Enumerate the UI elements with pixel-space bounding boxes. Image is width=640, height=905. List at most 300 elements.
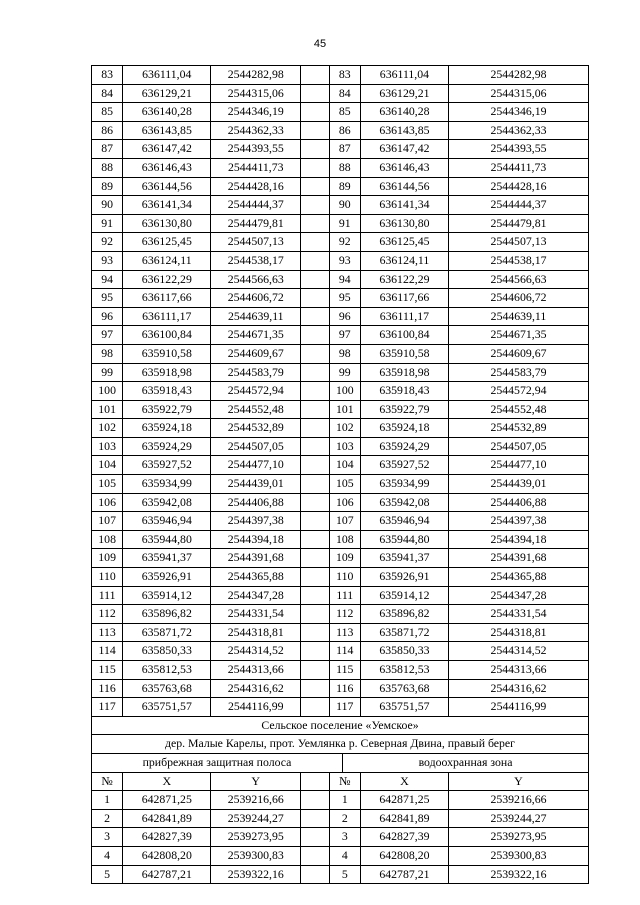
- column-separator: [301, 773, 329, 791]
- x-coordinate-left: 636146,43: [123, 159, 211, 177]
- x-coordinate-right: 635918,43: [361, 382, 449, 400]
- x-coordinate-right: 636100,84: [361, 326, 449, 344]
- point-number-left: 107: [92, 512, 123, 530]
- table-row: [92, 680, 588, 699]
- x-coordinate-left: 635896,82: [123, 605, 211, 623]
- point-number-left: 4: [92, 847, 123, 865]
- y-coordinate-left: 2544538,17: [211, 252, 301, 270]
- x-coordinate-left: 635871,72: [123, 624, 211, 642]
- table-row: [92, 66, 588, 85]
- point-number-right: 110: [330, 568, 361, 586]
- y-coordinate-right: 2544316,62: [490, 680, 547, 695]
- x-coordinate-left: 635850,33: [123, 642, 211, 660]
- column-separator: [301, 698, 329, 716]
- y-coordinate-left: 2544609,67: [211, 345, 301, 363]
- column-header-num-right: №: [330, 773, 361, 791]
- point-number-left: 96: [92, 308, 123, 326]
- y-coordinate-right: 2539322,16: [490, 866, 547, 881]
- column-separator: [301, 810, 329, 828]
- x-coordinate-right: 635763,68: [361, 680, 449, 698]
- y-coordinate-left: 2544397,38: [211, 512, 301, 530]
- section-title: Сельское поселение «Уемское»: [261, 717, 419, 732]
- column-separator: [301, 308, 329, 326]
- point-number-left: 88: [92, 159, 123, 177]
- x-coordinate-left: 635918,43: [123, 382, 211, 400]
- point-number-left: 111: [92, 587, 123, 605]
- x-coordinate-right: 636144,56: [361, 178, 449, 196]
- column-separator: [301, 178, 329, 196]
- column-separator: [301, 438, 329, 456]
- table-row: [92, 382, 588, 401]
- point-number-right: 116: [330, 680, 361, 698]
- table-row: [92, 828, 588, 847]
- x-coordinate-right: 636143,85: [361, 122, 449, 140]
- x-coordinate-left: 636111,17: [123, 308, 211, 326]
- x-coordinate-right: 635922,79: [361, 401, 449, 419]
- table-row: [92, 810, 588, 829]
- table-row: [92, 326, 588, 345]
- y-coordinate-left: 2539273,95: [211, 828, 301, 846]
- right-zone-title: водоохранная зона: [418, 754, 513, 769]
- column-separator: [301, 866, 329, 884]
- x-coordinate-right: 635751,57: [361, 698, 449, 716]
- point-number-left: 97: [92, 326, 123, 344]
- y-coordinate-left: 2544639,11: [211, 308, 301, 326]
- y-coordinate-left: 2544393,55: [211, 140, 301, 158]
- x-coordinate-right: 636130,80: [361, 215, 449, 233]
- x-coordinate-left: 635924,18: [123, 419, 211, 437]
- page-number: 45: [313, 38, 327, 50]
- y-coordinate-right: 2544331,54: [490, 606, 547, 621]
- x-coordinate-left: 635751,57: [123, 698, 211, 716]
- y-coordinate-right: 2544428,16: [490, 178, 547, 193]
- point-number-right: 108: [330, 531, 361, 549]
- y-coordinate-right: 2544314,52: [490, 643, 547, 658]
- x-coordinate-left: 642787,21: [123, 866, 211, 884]
- point-number-right: 92: [330, 233, 361, 251]
- point-number-left: 113: [92, 624, 123, 642]
- table-row: [92, 178, 588, 197]
- y-coordinate-left: 2544671,35: [211, 326, 301, 344]
- column-separator: [301, 419, 329, 437]
- table-row: [92, 512, 588, 531]
- y-coordinate-right: 2544411,73: [490, 159, 547, 174]
- column-separator: [301, 196, 329, 214]
- x-coordinate-right: 635941,37: [361, 549, 449, 567]
- y-coordinate-left: 2544477,10: [211, 456, 301, 474]
- table-row: [92, 605, 588, 624]
- column-header-y-left: Y: [211, 773, 301, 791]
- column-separator: [301, 531, 329, 549]
- x-coordinate-right: 636111,04: [361, 66, 449, 84]
- y-coordinate-right: 2544444,37: [490, 197, 547, 212]
- table-row: [92, 568, 588, 587]
- table-row: [92, 140, 588, 159]
- y-coordinate-left: 2544606,72: [211, 289, 301, 307]
- y-coordinate-left: 2544391,68: [211, 549, 301, 567]
- table-row: [92, 233, 588, 252]
- point-number-right: 88: [330, 159, 361, 177]
- point-number-left: 115: [92, 661, 123, 679]
- table-row: [92, 401, 588, 420]
- y-coordinate-right: 2544394,18: [490, 531, 547, 546]
- point-number-right: 112: [330, 605, 361, 623]
- x-coordinate-right: 635850,33: [361, 642, 449, 660]
- x-coordinate-right: 642841,89: [361, 810, 449, 828]
- y-coordinate-left: 2539300,83: [211, 847, 301, 865]
- y-coordinate-left: 2544411,73: [211, 159, 301, 177]
- point-number-left: 110: [92, 568, 123, 586]
- x-coordinate-left: 636100,84: [123, 326, 211, 344]
- x-coordinate-right: 636146,43: [361, 159, 449, 177]
- y-coordinate-right: 2544477,10: [490, 457, 547, 472]
- point-number-left: 100: [92, 382, 123, 400]
- table-row: [92, 494, 588, 513]
- table-row: [92, 624, 588, 643]
- x-coordinate-right: 636147,42: [361, 140, 449, 158]
- point-number-right: 93: [330, 252, 361, 270]
- point-number-left: 104: [92, 456, 123, 474]
- point-number-left: 3: [92, 828, 123, 846]
- y-coordinate-left: 2544566,63: [211, 271, 301, 289]
- y-coordinate-right: 2544406,88: [490, 494, 547, 509]
- table-row: [92, 103, 588, 122]
- x-coordinate-left: 635941,37: [123, 549, 211, 567]
- y-coordinate-right: 2539300,83: [490, 847, 547, 862]
- table-row: [92, 252, 588, 271]
- column-separator: [301, 289, 329, 307]
- table-row: [92, 456, 588, 475]
- x-coordinate-right: 636124,11: [361, 252, 449, 270]
- x-coordinate-left: 635942,08: [123, 494, 211, 512]
- y-coordinate-left: 2539322,16: [211, 866, 301, 884]
- point-number-left: 84: [92, 85, 123, 103]
- point-number-right: 111: [330, 587, 361, 605]
- column-separator: [301, 568, 329, 586]
- y-coordinate-right: 2544347,28: [490, 587, 547, 602]
- x-coordinate-left: 636122,29: [123, 271, 211, 289]
- x-coordinate-right: 635914,12: [361, 587, 449, 605]
- y-coordinate-left: 2544572,94: [211, 382, 301, 400]
- x-coordinate-left: 635922,79: [123, 401, 211, 419]
- table-row: [92, 159, 588, 178]
- x-coordinate-right: 635946,94: [361, 512, 449, 530]
- x-coordinate-left: 636140,28: [123, 103, 211, 121]
- point-number-right: 89: [330, 178, 361, 196]
- y-coordinate-left: 2544428,16: [211, 178, 301, 196]
- point-number-left: 90: [92, 196, 123, 214]
- x-coordinate-left: 635927,52: [123, 456, 211, 474]
- point-number-left: 87: [92, 140, 123, 158]
- y-coordinate-right: 2544639,11: [490, 308, 547, 323]
- table-row: [92, 847, 588, 866]
- x-coordinate-right: 635918,98: [361, 364, 449, 382]
- left-zone-title: прибрежная защитная полоса: [92, 754, 343, 772]
- x-coordinate-left: 636125,45: [123, 233, 211, 251]
- column-separator: [301, 456, 329, 474]
- x-coordinate-left: 635946,94: [123, 512, 211, 530]
- x-coordinate-right: 635942,08: [361, 494, 449, 512]
- y-coordinate-left: 2544479,81: [211, 215, 301, 233]
- y-coordinate-left: 2544406,88: [211, 494, 301, 512]
- table-row: [92, 196, 588, 215]
- y-coordinate-left: 2544362,33: [211, 122, 301, 140]
- point-number-left: 117: [92, 698, 123, 716]
- table-row: [92, 122, 588, 141]
- x-coordinate-right: 636111,17: [361, 308, 449, 326]
- point-number-right: 4: [330, 847, 361, 865]
- y-coordinate-right: 2544393,55: [490, 141, 547, 156]
- x-coordinate-right: 636117,66: [361, 289, 449, 307]
- column-separator: [301, 345, 329, 363]
- y-coordinate-right: 2544507,05: [490, 438, 547, 453]
- column-separator: [301, 233, 329, 251]
- point-number-right: 109: [330, 549, 361, 567]
- x-coordinate-right: 635812,53: [361, 661, 449, 679]
- y-coordinate-left: 2544532,89: [211, 419, 301, 437]
- column-separator: [301, 103, 329, 121]
- column-separator: [301, 326, 329, 344]
- x-coordinate-right: 635926,91: [361, 568, 449, 586]
- table-row: [92, 475, 588, 494]
- y-coordinate-right: 2544538,17: [490, 252, 547, 267]
- y-coordinate-right: 2544391,68: [490, 550, 547, 565]
- x-coordinate-right: 635924,18: [361, 419, 449, 437]
- point-number-right: 107: [330, 512, 361, 530]
- x-coordinate-left: 635944,80: [123, 531, 211, 549]
- x-coordinate-right: 642787,21: [361, 866, 449, 884]
- point-number-right: 99: [330, 364, 361, 382]
- point-number-right: 98: [330, 345, 361, 363]
- column-separator: [301, 605, 329, 623]
- column-separator: [301, 401, 329, 419]
- table-row: [92, 419, 588, 438]
- section-title-row: [92, 717, 588, 736]
- column-separator: [301, 847, 329, 865]
- x-coordinate-left: 635914,12: [123, 587, 211, 605]
- table-row: [92, 549, 588, 568]
- x-coordinate-right: 636125,45: [361, 233, 449, 251]
- x-coordinate-left: 642827,39: [123, 828, 211, 846]
- y-coordinate-left: 2544316,62: [211, 680, 301, 698]
- table-row: [92, 215, 588, 234]
- column-separator: [301, 791, 329, 809]
- y-coordinate-right: 2544609,67: [490, 345, 547, 360]
- x-coordinate-right: 635896,82: [361, 605, 449, 623]
- column-header-x-left: X: [123, 773, 211, 791]
- point-number-left: 106: [92, 494, 123, 512]
- point-number-left: 98: [92, 345, 123, 363]
- y-coordinate-left: 2544318,81: [211, 624, 301, 642]
- x-coordinate-left: 642841,89: [123, 810, 211, 828]
- table-row: [92, 642, 588, 661]
- point-number-left: 105: [92, 475, 123, 493]
- y-coordinate-left: 2544394,18: [211, 531, 301, 549]
- column-header-y-right: Y: [514, 773, 523, 788]
- x-coordinate-right: 635944,80: [361, 531, 449, 549]
- x-coordinate-left: 635926,91: [123, 568, 211, 586]
- column-separator: [301, 680, 329, 698]
- point-number-right: 104: [330, 456, 361, 474]
- y-coordinate-right: 2544365,88: [490, 569, 547, 584]
- x-coordinate-left: 642808,20: [123, 847, 211, 865]
- y-coordinate-right: 2544572,94: [490, 383, 547, 398]
- point-number-left: 95: [92, 289, 123, 307]
- x-coordinate-right: 635934,99: [361, 475, 449, 493]
- point-number-right: 95: [330, 289, 361, 307]
- x-coordinate-right: 635924,29: [361, 438, 449, 456]
- point-number-right: 97: [330, 326, 361, 344]
- x-coordinate-right: 635927,52: [361, 456, 449, 474]
- point-number-left: 103: [92, 438, 123, 456]
- point-number-right: 94: [330, 271, 361, 289]
- column-header-row: [92, 773, 588, 792]
- point-number-left: 91: [92, 215, 123, 233]
- column-separator: [301, 252, 329, 270]
- column-separator: [301, 382, 329, 400]
- point-number-right: 91: [330, 215, 361, 233]
- x-coordinate-left: 635812,53: [123, 661, 211, 679]
- column-separator: [301, 642, 329, 660]
- column-separator: [301, 828, 329, 846]
- y-coordinate-right: 2544532,89: [490, 420, 547, 435]
- x-coordinate-right: 635871,72: [361, 624, 449, 642]
- point-number-left: 116: [92, 680, 123, 698]
- y-coordinate-right: 2544583,79: [490, 364, 547, 379]
- x-coordinate-right: 635910,58: [361, 345, 449, 363]
- y-coordinate-right: 2544507,13: [490, 234, 547, 249]
- y-coordinate-left: 2544439,01: [211, 475, 301, 493]
- x-coordinate-left: 636130,80: [123, 215, 211, 233]
- x-coordinate-right: 636140,28: [361, 103, 449, 121]
- y-coordinate-right: 2544318,81: [490, 624, 547, 639]
- point-number-left: 114: [92, 642, 123, 660]
- y-coordinate-left: 2544315,06: [211, 85, 301, 103]
- x-coordinate-left: 635934,99: [123, 475, 211, 493]
- x-coordinate-left: 636124,11: [123, 252, 211, 270]
- table-row: [92, 85, 588, 104]
- section-subtitle: дер. Малые Карелы, прот. Уемлянка р. Северная Двина, правый берег: [164, 736, 516, 751]
- x-coordinate-left: 636143,85: [123, 122, 211, 140]
- y-coordinate-left: 2544313,66: [211, 661, 301, 679]
- y-coordinate-left: 2544347,28: [211, 587, 301, 605]
- x-coordinate-left: 636117,66: [123, 289, 211, 307]
- table-row: [92, 271, 588, 290]
- column-separator: [301, 494, 329, 512]
- x-coordinate-left: 636141,34: [123, 196, 211, 214]
- y-coordinate-right: 2544116,99: [490, 699, 547, 714]
- column-separator: [301, 85, 329, 103]
- point-number-left: 99: [92, 364, 123, 382]
- x-coordinate-left: 635924,29: [123, 438, 211, 456]
- point-number-left: 2: [92, 810, 123, 828]
- y-coordinate-right: 2544439,01: [490, 476, 547, 491]
- column-header-x-right: X: [361, 773, 449, 791]
- point-number-right: 102: [330, 419, 361, 437]
- y-coordinate-right: 2539244,27: [490, 810, 547, 825]
- column-separator: [301, 661, 329, 679]
- y-coordinate-right: 2539273,95: [490, 829, 547, 844]
- y-coordinate-right: 2544479,81: [490, 215, 547, 230]
- y-coordinate-left: 2544507,05: [211, 438, 301, 456]
- y-coordinate-right: 2544552,48: [490, 401, 547, 416]
- column-separator: [301, 122, 329, 140]
- point-number-right: 101: [330, 401, 361, 419]
- y-coordinate-right: 2544346,19: [490, 104, 547, 119]
- table-row: [92, 438, 588, 457]
- y-coordinate-right: 2544313,66: [490, 662, 547, 676]
- point-number-right: 105: [330, 475, 361, 493]
- x-coordinate-right: 636129,21: [361, 85, 449, 103]
- column-separator: [301, 364, 329, 382]
- x-coordinate-left: 636111,04: [123, 66, 211, 84]
- y-coordinate-right: 2544671,35: [490, 327, 547, 342]
- point-number-right: 5: [330, 866, 361, 884]
- y-coordinate-right: 2539216,66: [490, 792, 547, 807]
- point-number-left: 94: [92, 271, 123, 289]
- point-number-left: 101: [92, 401, 123, 419]
- column-separator: [301, 624, 329, 642]
- point-number-left: 5: [92, 866, 123, 884]
- column-separator: [301, 159, 329, 177]
- y-coordinate-right: 2544606,72: [490, 290, 547, 305]
- table-row: [92, 289, 588, 308]
- y-coordinate-left: 2544552,48: [211, 401, 301, 419]
- y-coordinate-right: 2544315,06: [490, 85, 547, 100]
- x-coordinate-right: 636141,34: [361, 196, 449, 214]
- point-number-right: 115: [330, 661, 361, 679]
- x-coordinate-left: 635910,58: [123, 345, 211, 363]
- coordinates-rows-upper: [92, 66, 588, 717]
- point-number-left: 89: [92, 178, 123, 196]
- y-coordinate-left: 2544314,52: [211, 642, 301, 660]
- point-number-right: 3: [330, 828, 361, 846]
- point-number-left: 102: [92, 419, 123, 437]
- section-subtitle-row: [92, 735, 588, 754]
- x-coordinate-left: 636147,42: [123, 140, 211, 158]
- table-row: [92, 345, 588, 364]
- y-coordinate-right: 2544282,98: [490, 67, 547, 81]
- table-row: [92, 791, 588, 810]
- x-coordinate-left: 636129,21: [123, 85, 211, 103]
- table-row: [92, 364, 588, 383]
- y-coordinate-left: 2544507,13: [211, 233, 301, 251]
- point-number-right: 1: [330, 791, 361, 809]
- x-coordinate-left: 635763,68: [123, 680, 211, 698]
- column-separator: [301, 140, 329, 158]
- column-separator: [301, 66, 329, 84]
- point-number-left: 86: [92, 122, 123, 140]
- coordinates-table: [91, 65, 589, 884]
- point-number-right: 2: [330, 810, 361, 828]
- column-separator: [301, 549, 329, 567]
- y-coordinate-left: 2544116,99: [211, 698, 301, 716]
- table-row: [92, 866, 588, 884]
- x-coordinate-left: 635918,98: [123, 364, 211, 382]
- point-number-right: 106: [330, 494, 361, 512]
- y-coordinate-left: 2539244,27: [211, 810, 301, 828]
- y-coordinate-left: 2539216,66: [211, 791, 301, 809]
- point-number-right: 84: [330, 85, 361, 103]
- point-number-right: 113: [330, 624, 361, 642]
- table-row: [92, 308, 588, 327]
- y-coordinate-left: 2544331,54: [211, 605, 301, 623]
- point-number-left: 108: [92, 531, 123, 549]
- table-row: [92, 531, 588, 550]
- y-coordinate-left: 2544365,88: [211, 568, 301, 586]
- column-separator: [301, 475, 329, 493]
- point-number-left: 83: [92, 66, 123, 84]
